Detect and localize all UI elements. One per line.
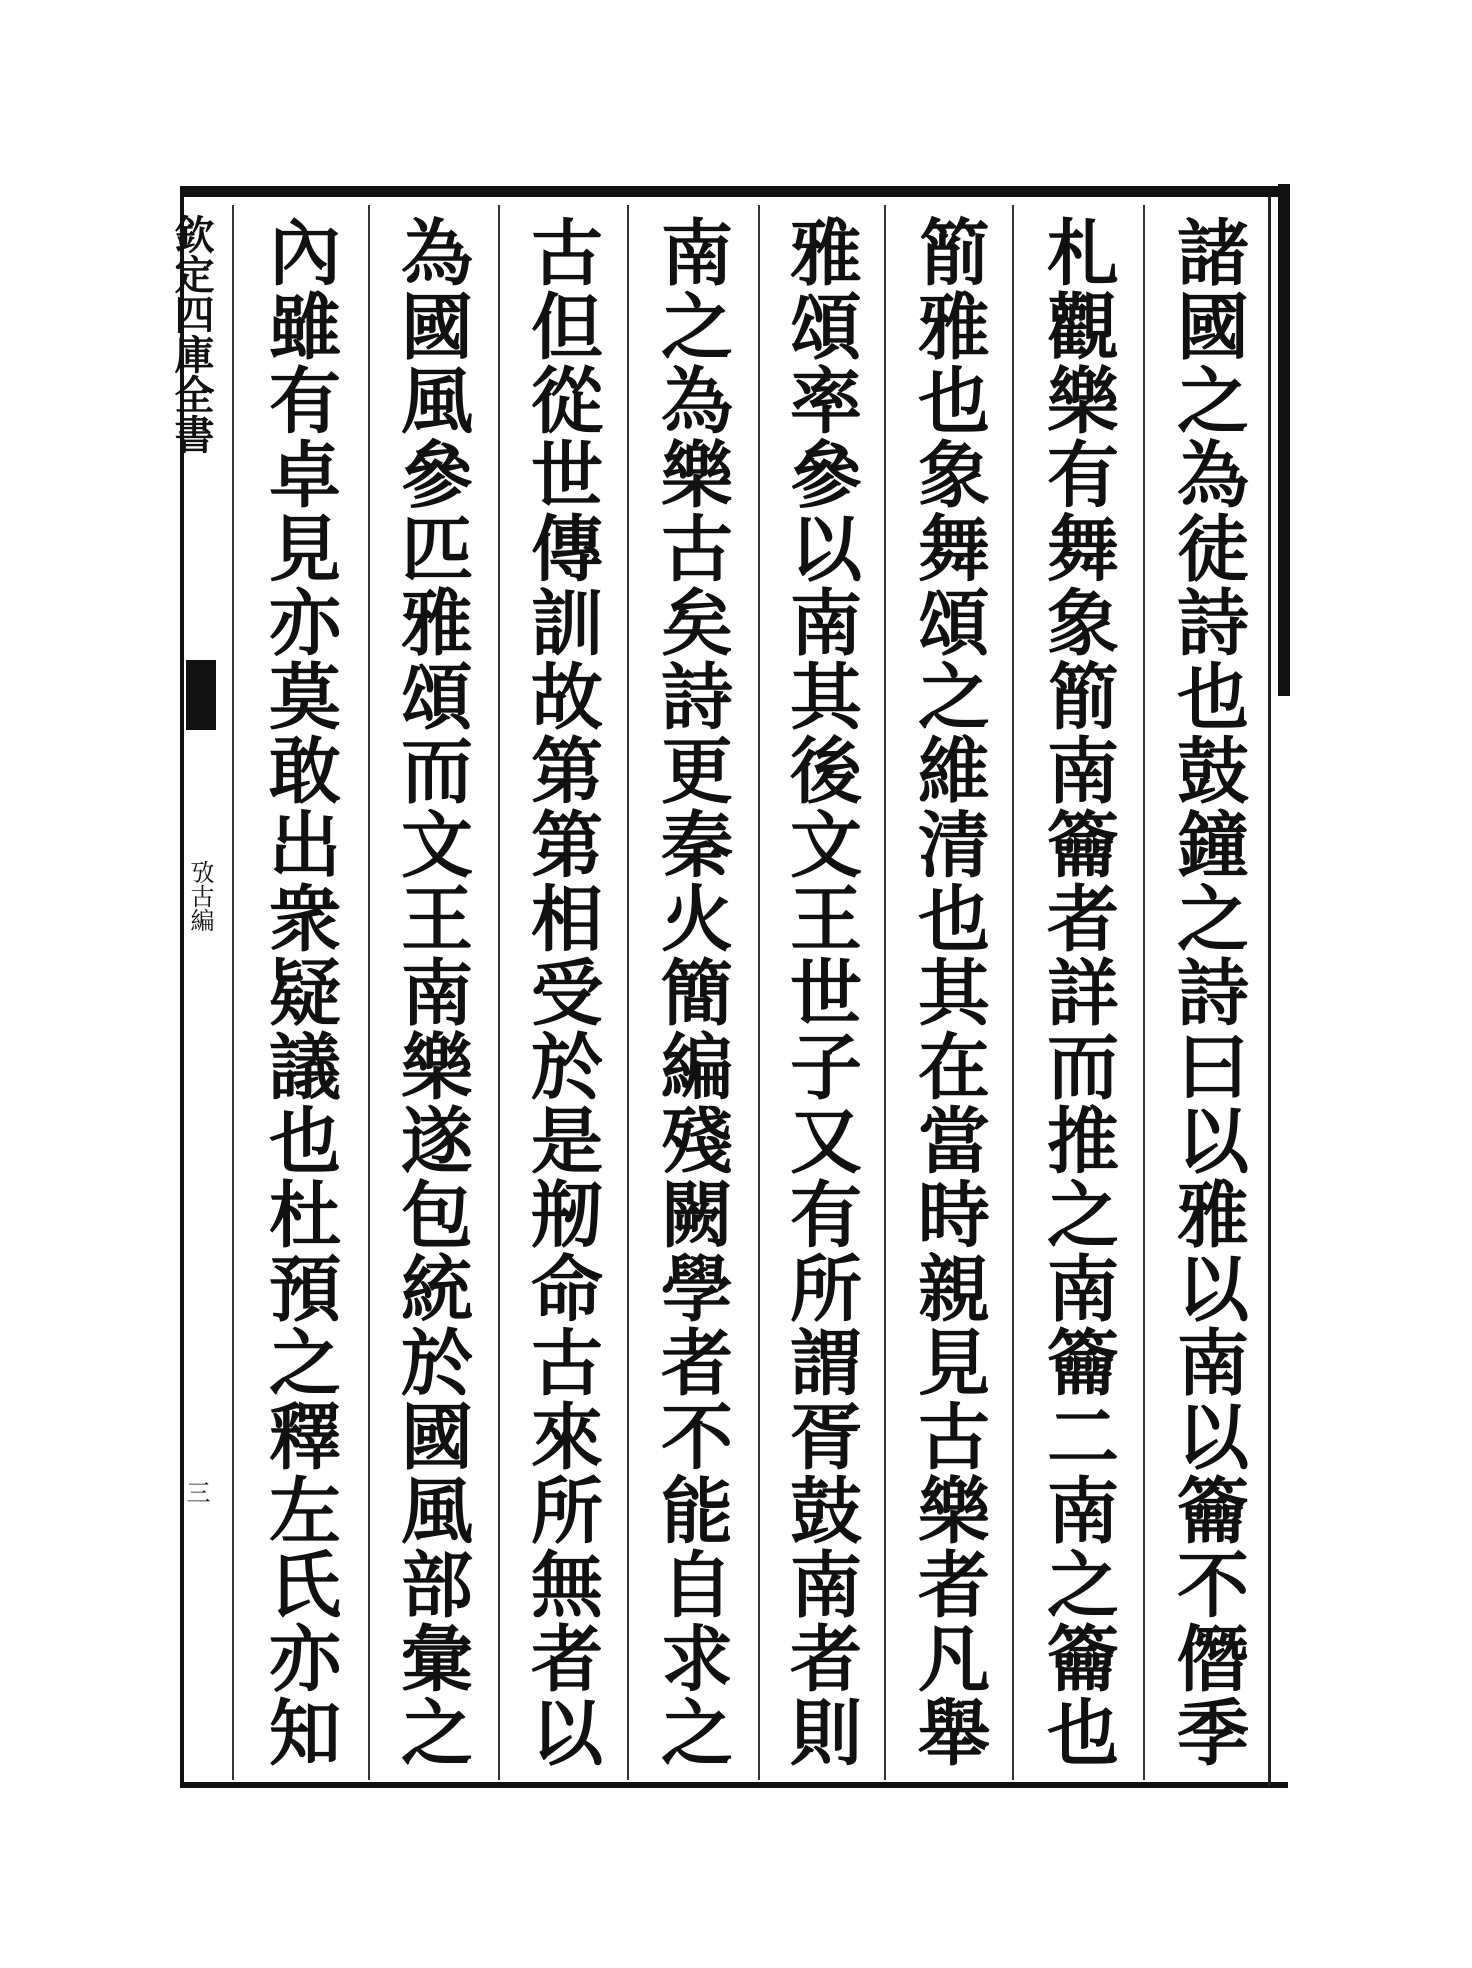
- text-column-4: 雅頌率參以南其後文王世子又有所謂胥鼓南者則: [778, 215, 863, 1769]
- column-divider: [368, 205, 370, 1780]
- column-divider: [758, 205, 760, 1780]
- text-column-5: 南之為樂古矣詩更秦火簡編殘闕學者不能自求之: [649, 215, 734, 1769]
- column-divider: [232, 205, 234, 1780]
- fish-tail-mark: [186, 660, 216, 730]
- text-column-3: 箾雅也象舞頌之維清也其在當時親見古樂者凡舉: [906, 215, 991, 1769]
- text-column-6: 古但從世傳訓故第第相受於是剏命古來所無者以: [519, 215, 604, 1769]
- text-column-7: 為國風參匹雅頌而文王南樂遂包統於國風部彙之: [389, 215, 474, 1769]
- top-border: [180, 186, 1288, 197]
- column-divider: [627, 205, 629, 1780]
- text-column-1: 諸國之為徒詩也鼓鐘之詩曰以雅以南以籥不僭季: [1165, 215, 1250, 1769]
- side-title: 欽定四庫全書: [168, 214, 215, 454]
- page-number: 三: [182, 1480, 210, 1504]
- text-column-8: 內雖有卓見亦莫敢出衆疑議也杜預之釋左氏亦知: [257, 215, 342, 1769]
- column-divider: [498, 205, 500, 1780]
- right-border: [1268, 196, 1271, 1786]
- column-divider: [1012, 205, 1014, 1780]
- column-divider: [884, 205, 886, 1780]
- bottom-border: [180, 1782, 1288, 1788]
- column-divider: [1143, 205, 1145, 1780]
- text-column-2: 札觀樂有舞象箾南籥者詳而推之南籥二南之籥也: [1035, 215, 1120, 1769]
- book-title: 攷古編: [186, 860, 214, 932]
- right-border-thick: [1278, 184, 1290, 696]
